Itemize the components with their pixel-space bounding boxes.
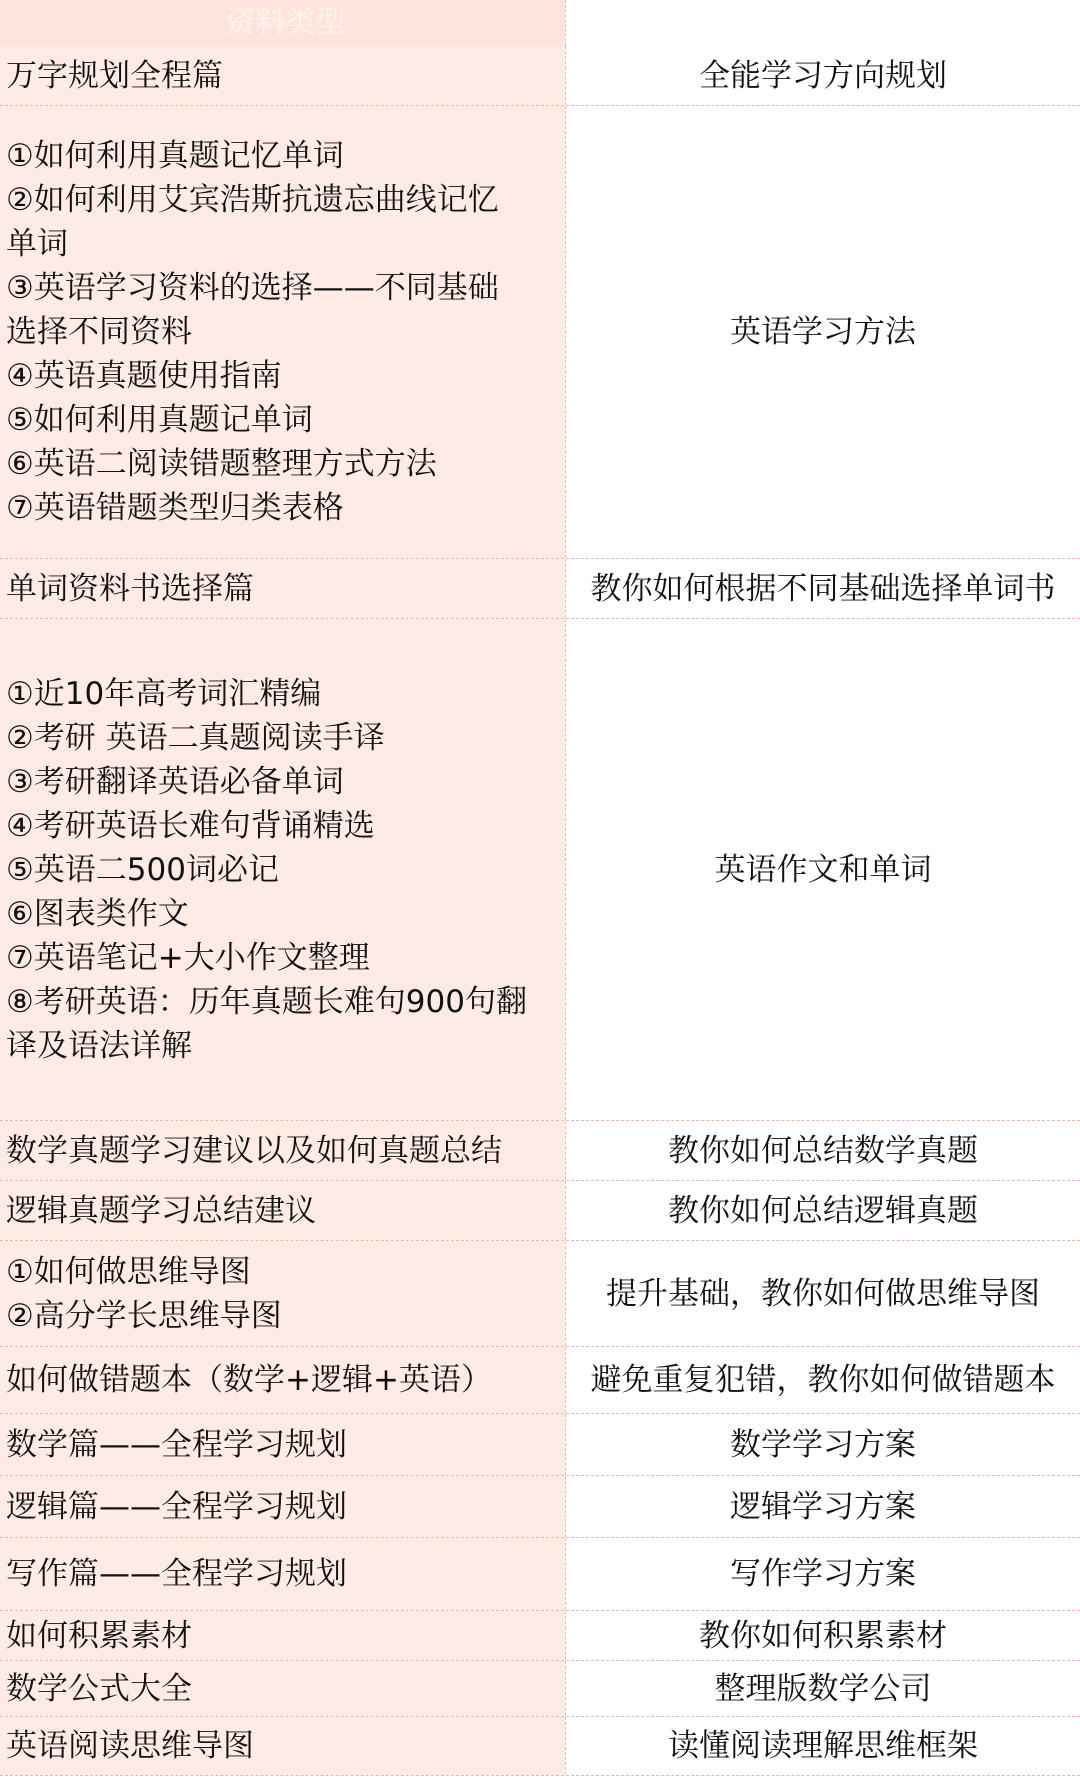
type-line: 数学公式大全 [6,1670,192,1707]
table-body [0,46,1080,1776]
purpose-cell: 读懂阅读理解思维框架 [565,1717,1080,1775]
table-row [0,1121,1080,1181]
table-row [0,1347,1080,1414]
type-line: ⑦英语错题类型归类表格 [6,490,344,526]
table-row [0,1611,1080,1661]
type-line: 逻辑真题学习总结建议 [6,1192,316,1229]
purpose-cell: 教你如何积累素材 [565,1611,1080,1660]
type-cell [0,1241,565,1346]
type-cell [0,1611,565,1660]
table-row [0,1476,1080,1538]
type-cell [0,1717,565,1775]
type-line: 译及语法详解 [6,1027,192,1064]
type-line: ①如何利用真题记忆单词 [6,138,344,174]
type-cell [0,1661,565,1716]
type-line: ②高分学长思维导图 [6,1297,282,1334]
type-cell [0,1538,565,1610]
table-row [0,1241,1080,1347]
type-line: ②考研 英语二真题阅读手译 [6,719,385,756]
table-row [0,619,1080,1121]
header-type: 资料类型 [0,0,565,46]
table-row [0,1717,1080,1776]
type-line: ①近10年高考词汇精编 [6,675,322,712]
purpose-cell: 整理版数学公司 [565,1661,1080,1716]
purpose-cell: 教你如何总结逻辑真题 [565,1181,1080,1240]
type-line: ③考研翻译英语必备单词 [6,763,344,800]
type-line: ③英语学习资料的选择——不同基础 [6,270,499,306]
purpose-cell: 英语学习方法 [565,106,1080,558]
type-cell [0,46,565,105]
type-line: ⑥图表类作文 [6,895,189,932]
purpose-cell: 英语作文和单词 [565,619,1080,1120]
purpose-cell: 避免重复犯错，教你如何做错题本 [565,1347,1080,1413]
type-line: ④英语真题使用指南 [6,358,282,394]
type-cell [0,1121,565,1180]
table-row [0,1661,1080,1717]
purpose-cell: 提升基础，教你如何做思维导图 [565,1241,1080,1346]
purpose-cell: 教你如何总结数学真题 [565,1121,1080,1180]
type-line: 英语阅读思维导图 [6,1728,254,1764]
type-line: 如何做错题本（数学+逻辑+英语） [6,1362,492,1398]
type-line: 数学真题学习建议以及如何真题总结 [6,1132,502,1169]
purpose-cell: 教你如何根据不同基础选择单词书 [565,559,1080,618]
type-line: ①如何做思维导图 [6,1253,251,1290]
type-line: ⑧考研英语：历年真题长难句900句翻 [6,983,527,1020]
type-cell [0,106,565,558]
type-cell [0,1181,565,1240]
type-line: 选择不同资料 [6,314,192,350]
type-line: ②如何利用艾宾浩斯抗遗忘曲线记忆 [6,182,499,218]
type-line: ⑦英语笔记+大小作文整理 [6,939,370,976]
table-row [0,1414,1080,1476]
type-cell [0,1414,565,1475]
table-row [0,1538,1080,1611]
table-row [0,559,1080,619]
header-purpose: 目的 [565,0,1080,46]
type-cell [0,1476,565,1537]
type-line: ⑤如何利用真题记单词 [6,402,313,438]
table-row [0,46,1080,106]
type-line: 如何积累素材 [6,1617,192,1654]
purpose-cell: 全能学习方向规划 [565,46,1080,105]
type-line: 万字规划全程篇 [6,57,223,94]
purpose-cell: 数学学习方案 [565,1414,1080,1475]
table-header [0,0,1080,46]
type-line: 写作篇——全程学习规划 [6,1556,347,1592]
type-line: ⑤英语二500词必记 [6,851,279,888]
type-line: ④考研英语长难句背诵精选 [6,807,375,844]
type-line: 单词资料书选择篇 [6,570,254,607]
type-cell [0,559,565,618]
purpose-cell: 逻辑学习方案 [565,1476,1080,1537]
type-line: ⑥英语二阅读错题整理方式方法 [6,446,437,482]
table-row [0,106,1080,559]
purpose-cell: 写作学习方案 [565,1538,1080,1610]
type-cell [0,1347,565,1413]
type-line: 单词 [6,226,68,262]
type-line: 数学篇——全程学习规划 [6,1426,347,1463]
type-line: 逻辑篇——全程学习规划 [6,1488,347,1525]
table-row [0,1181,1080,1241]
type-cell [0,619,565,1120]
